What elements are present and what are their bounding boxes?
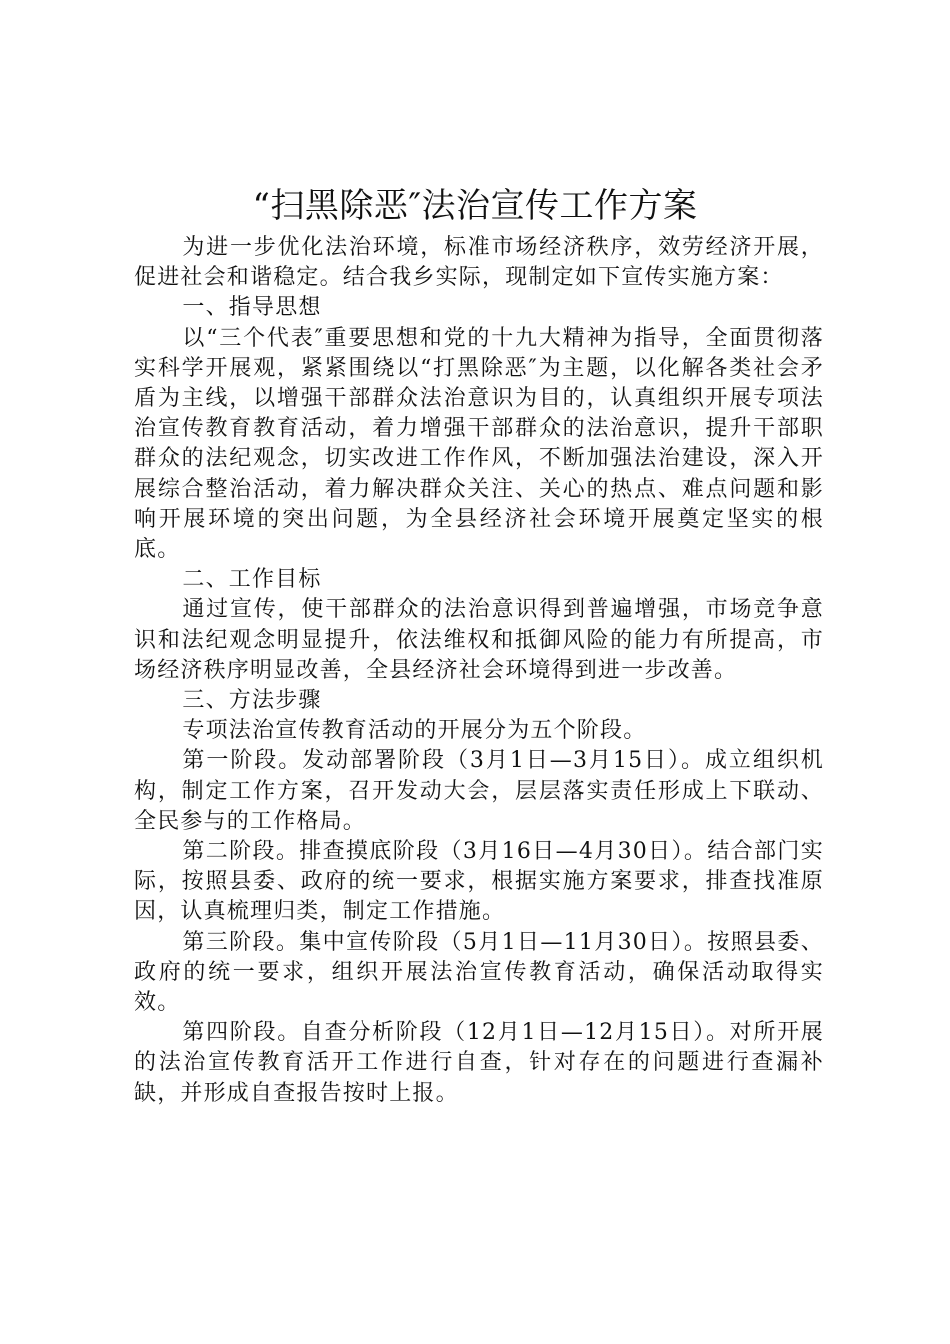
method-steps-intro-paragraph: 专项法治宣传教育活动的开展分为五个阶段。 xyxy=(182,718,647,744)
section-heading-method-steps: 三、方法步骤 xyxy=(182,688,322,714)
document-body xyxy=(134,233,824,1109)
work-goals-paragraph: 通过宣传，使干部群众的法治意识得到普遍增强，市场竞争意识和法纪观念明显提升，依法维权和抵御风险的能力有所提高，市场经济秩序明显改善，全县经济社会环境得到进一步改善。 xyxy=(134,597,824,683)
stage-two-paragraph: 第二阶段。排查摸底阶段（3月16日—4月30日）。结合部门实际，按照县委、政府的统一要求，根据实施方案要求，排查找准原因，认真梳理归类，制定工作措施。 xyxy=(134,839,824,925)
section-heading-work-goals: 二、工作目标 xyxy=(182,567,322,593)
stage-four-paragraph: 第四阶段。自查分析阶段（12月1日—12月15日）。对所开展的法治宣传教育活开工作进行自查，针对存在的问题进行查漏补缺，并形成自查报告按时上报。 xyxy=(134,1020,824,1106)
stage-one-paragraph: 第一阶段。发动部署阶段（3月1日—3月15日）。成立组织机构，制定工作方案，召开发动大会，层层落实责任形成上下联动、全民参与的工作格局。 xyxy=(134,748,824,834)
stage-three-paragraph: 第三阶段。集中宣传阶段（5月1日—11月30日）。按照县委、政府的统一要求，组织开展法治宣传教育活动，确保活动取得实效。 xyxy=(134,929,824,1016)
guiding-ideology-paragraph: 以“三个代表″重要思想和党的十九大精神为指导，全面贯彻落实科学开展观，紧紧围绕以“打黑除恶″为主题，以化解各类社会矛盾为主线，以增强干部群众法治意识为目的，认真组织开展专项法治宣传教育教育活动，着力增强干部群众的法治意识，提升干部职群众的法纪观念，切实改进工作作风，不断加强法治建设，深入开展综合整治活动，着力解决群众关注、关心的热点、难点问题和影响开展环境的突出问题，为全县经济社会环境开展奠定坚实的根底。 xyxy=(134,325,824,563)
document-title: “扫黑除恶″法治宣传工作方案 xyxy=(252,186,698,226)
section-heading-guiding-ideology: 一、指导思想 xyxy=(182,295,322,321)
intro-paragraph: 为进一步优化法治环境，标准市场经济秩序，效劳经济开展，促进社会和谐稳定。结合我乡实际，现制定如下宣传实施方案： xyxy=(134,235,824,291)
